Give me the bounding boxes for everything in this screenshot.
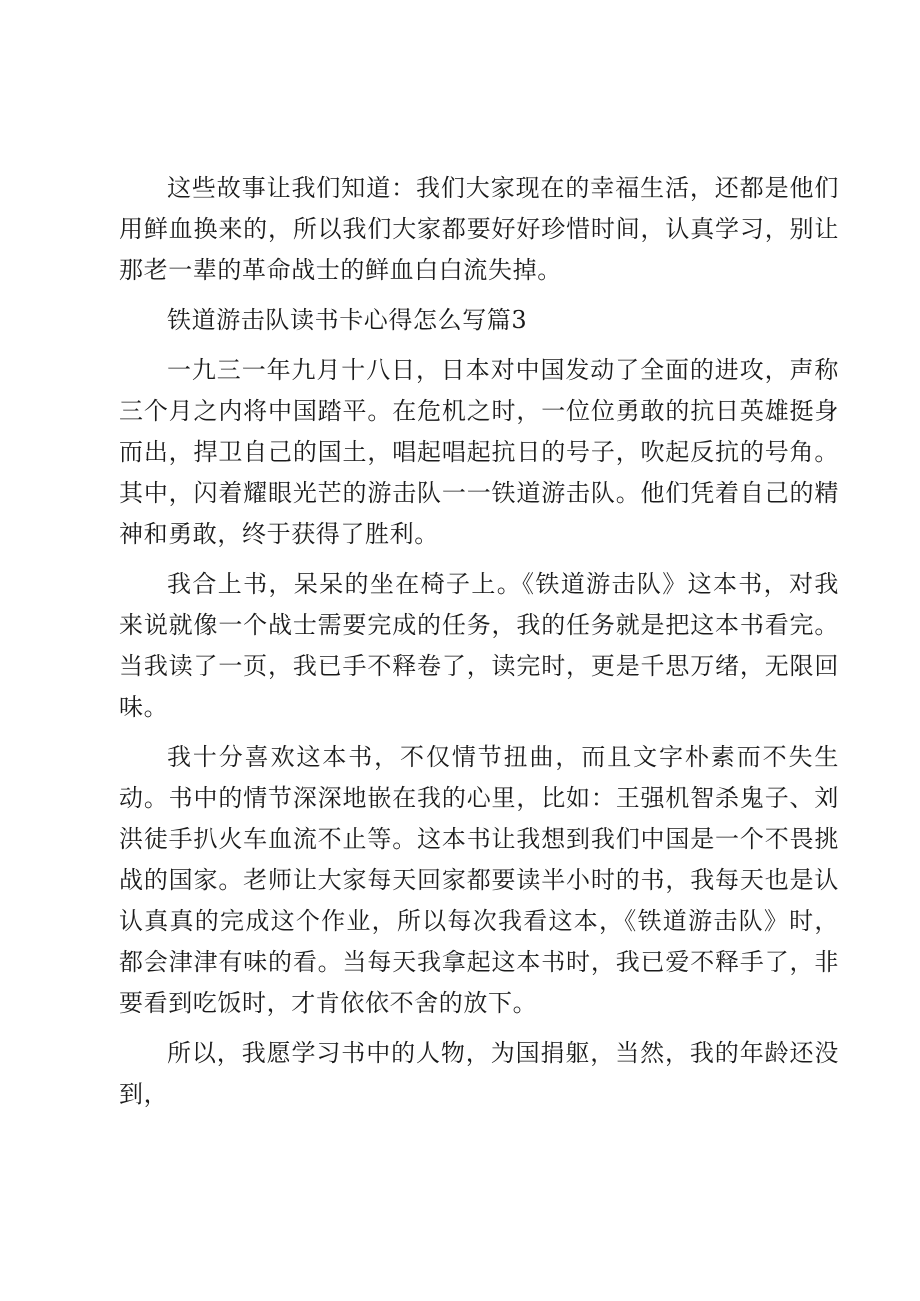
- paragraph-3: 我合上书，呆呆的坐在椅子上。《铁道游击队》这本书，对我来说就像一个战士需要完成的任务，我的任务就是把这本书看完。当我读了一页，我已手不释卷了，读完时，更是千思万绪，无限回味。: [119, 570, 839, 721]
- document-body: [119, 168, 839, 1124]
- paragraph-1: 这些故事让我们知道：我们大家现在的幸福生活，还都是他们用鲜血换来的，所以我们大家都要好好珍惜时间，认真学习，别让那老一辈的革命战士的鲜血白白流失掉。: [119, 174, 839, 284]
- paragraph-5: 所以，我愿学习书中的人物，为国捐躯，当然，我的年龄还没到，: [119, 1039, 839, 1108]
- section-heading: 铁道游击队读书卡心得怎么写篇3: [167, 306, 528, 334]
- paragraph-2: 一九三一年九月十八日，日本对中国发动了全面的进攻，声称三个月之内将中国踏平。在危机之时，一位位勇敢的抗日英雄挺身而出，捍卫自己的国土，唱起唱起抗日的号子，吹起反抗的号角。其中，闪着耀眼光芒的游击队一一铁道游击队。他们凭着自己的精神和勇敢，终于获得了胜利。: [119, 356, 839, 548]
- paragraph-4: 我十分喜欢这本书，不仅情节扭曲，而且文字朴素而不失生动。书中的情节深深地嵌在我的心里，比如：王强机智杀鬼子、刘洪徒手扒火车血流不止等。这本书让我想到我们中国是一个不畏挑战的国家。老师让大家每天回家都要读半小时的书，我每天也是认认真真的完成这个作业，所以每次我看这本，《铁道游击队》时，都会津津有味的看。当每天我拿起这本书时，我已爱不释手了，非要看到吃饭时，才肯依依不舍的放下。: [119, 743, 839, 1017]
